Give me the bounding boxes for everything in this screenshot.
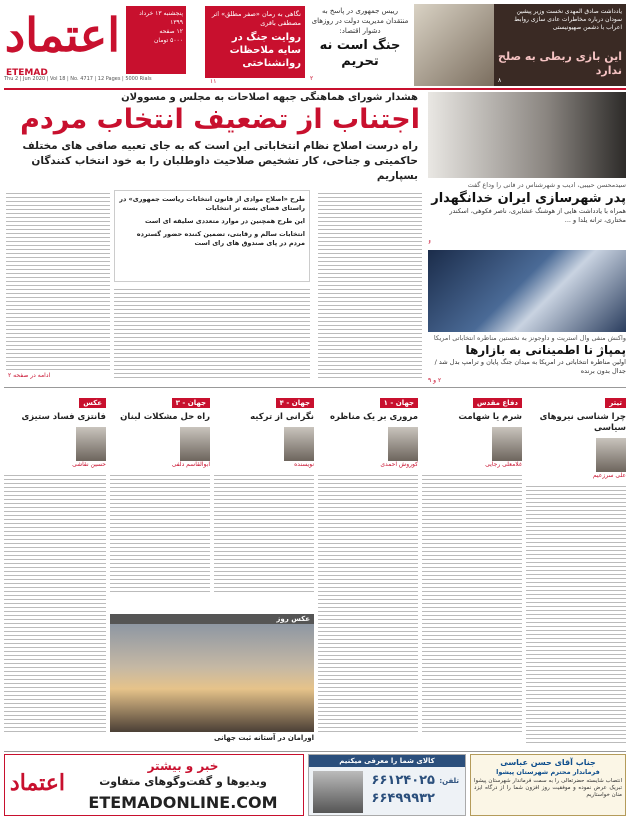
column-author: کوروش احمدی — [380, 461, 418, 468]
column-author: علی سرزعیم — [592, 472, 626, 479]
issue-pages: ۱۲ صفحه — [159, 28, 183, 35]
markets-story[interactable] — [428, 250, 626, 384]
teaser-right-headline: این بازی ربطی به صلح ندارد — [498, 50, 622, 77]
column-author: نویسنده — [294, 461, 314, 468]
lead-body-left — [6, 190, 110, 370]
column-author-photo — [492, 427, 522, 461]
column-title: چرا شناسی نیروهای سیاسی — [539, 412, 626, 433]
lead-bullet: طرح «اصلاح موادی از قانون انتخابات ریاست جمهوری» در راستای فضای بسته تر انتخابات — [119, 195, 305, 212]
column-title: راه حل مشکلات لبنان — [120, 412, 210, 422]
ad-online[interactable] — [4, 754, 304, 816]
column-author-photo — [284, 427, 314, 461]
teaser-middle-kicker: رییس جمهوری در پاسخ به منتقدان مدیریت دولت در روزهای دشوار اقتصاد: — [311, 7, 409, 35]
column-title: مروری بر یک مناظره — [329, 412, 418, 422]
feature-right-photo — [428, 92, 626, 178]
lead-headline: اجتناب از تضعیف انتخاب مردم — [20, 104, 420, 135]
ad-products-phone1: ۶۶۱۲۴۰۲۵ — [371, 773, 435, 788]
column-label: جهان - ۱ — [380, 398, 418, 408]
column-author-photo — [180, 427, 210, 461]
column-body — [214, 472, 314, 592]
column-item[interactable] — [318, 390, 418, 748]
edition-line: Thu 2 | Jun 2020 | Vol 18 | No. 4717 | 12 Pages | 5000 Rials — [4, 76, 152, 82]
column-body — [422, 472, 522, 732]
mid-divider — [4, 387, 626, 388]
column-title: شرم یا شهامت — [458, 412, 522, 422]
feature-right-page: ۶ — [428, 239, 432, 246]
column-title: نگرانی از ترکیه — [250, 412, 314, 422]
ad-products-phone-label: تلفن: — [439, 777, 459, 785]
column-item[interactable] — [214, 390, 314, 610]
lead-bullet: انتخابات سالم و رقابتی، تضمین کننده حضور گسترده مردم در پای صندوق های رای است — [136, 230, 305, 247]
ad-online-line1: خبر و بیشتر — [147, 759, 219, 773]
column-item[interactable] — [526, 390, 626, 748]
top-divider — [4, 88, 626, 90]
column-author-photo — [76, 427, 106, 461]
lead-bullet: این طرح همچنین در موارد متعددی سلیقه ای است — [144, 217, 305, 225]
column-author-photo — [388, 427, 418, 461]
teaser-middle-page: ۲ — [310, 75, 314, 82]
column-title: فانتزی فساد ستیزی — [21, 412, 106, 422]
teaser-right-photo — [414, 4, 494, 86]
markets-deck: اولین مناظره انتخاباتی در امریکا به میدان جنگ پایان و ترامپ بدل شد / جدال بدون برنده — [434, 358, 626, 375]
markets-page: ۲ و ۹ — [428, 377, 442, 384]
column-author: حسین نقاشی — [72, 461, 106, 468]
teaser-red-page: ۱۱ — [210, 78, 217, 85]
markets-photo — [428, 250, 626, 332]
news-photo — [110, 624, 314, 732]
ad-products-people — [313, 771, 363, 813]
column-label: دفاع مقدس — [473, 398, 522, 408]
column-body — [4, 472, 106, 732]
column-body — [526, 483, 626, 743]
column-item[interactable] — [4, 390, 106, 748]
masthead-info — [126, 6, 186, 74]
column-label: جهان - ۳ — [172, 398, 210, 408]
ad-products[interactable] — [308, 754, 466, 816]
news-photo-block[interactable] — [110, 614, 314, 748]
ad-online-logo: اعتماد — [9, 770, 65, 796]
column-label: جهان - ۴ — [276, 398, 314, 408]
column-item[interactable] — [422, 390, 522, 748]
news-photo-caption: اورامان در آستانه ثبت جهانی — [213, 734, 314, 742]
issue-price: ۵۰۰۰ تومان — [153, 37, 183, 44]
masthead — [4, 4, 124, 86]
issue-date: پنجشنبه ۱۳ خرداد ۱۳۹۹ — [139, 10, 183, 26]
column-label: عکس — [79, 398, 106, 408]
teaser-right-kicker: یادداشت صادق المهدی نخست وزیر پیشین سودان درباره مخاطرات عادی سازی روابط اعراب با دشمن صهیونیستی — [514, 8, 622, 31]
ad-congrats-title: جناب آقای حسن عباسی — [500, 758, 596, 767]
ad-products-title: کالای شما را معرفی میکنیم — [309, 755, 465, 767]
lead-body-center — [114, 286, 310, 380]
markets-caption: واکنش منفی وال استریت و داوجونز به نخستین مناظره انتخاباتی امریکا — [433, 334, 626, 342]
teaser-right[interactable] — [414, 4, 626, 86]
ad-congrats-body: انتصاب شایسته حضرتعالی را به سمت فرماندار شهرستان پیشوا تبریک عرض نموده و موفقیت روز افزون شما را از درگاه ایزد منان خواستاریم — [474, 778, 622, 798]
lead-story[interactable] — [4, 92, 424, 384]
markets-headline: پمپاژ نا اطمینانی به بازارها — [465, 343, 626, 357]
teaser-middle[interactable] — [310, 6, 410, 82]
feature-right-deck: همراه با یادداشت هایی از هوشنگ عشایری، ناصر فکوهی، اسکندر مختاری، ترانه یلدا و ... — [449, 207, 626, 224]
column-author: غلامعلی رجایی — [485, 461, 522, 468]
column-label: تیتر — [605, 398, 626, 408]
teaser-red-headline: روایت جنگ در سایه ملاحظات روانشناختی — [229, 32, 301, 69]
column-author-photo — [596, 438, 626, 472]
column-item[interactable] — [110, 390, 210, 610]
masthead-logo[interactable]: اعتماد — [4, 8, 120, 62]
column-author: ابوالقاسم دلفی — [171, 461, 210, 468]
column-body — [318, 472, 418, 732]
ad-online-line2: ویدیوها و گفت‌وگوهای متفاوت — [99, 775, 267, 788]
teaser-middle-headline: جنگ است نه تحریم — [319, 38, 401, 69]
ad-products-phone2: ۶۶۴۹۹۹۳۲ — [371, 791, 435, 806]
lead-continued[interactable]: ادامه در صفحه ۲ — [8, 372, 51, 379]
teaser-right-page: ۸ — [498, 77, 502, 84]
news-photo-label: عکس روز — [110, 614, 314, 624]
lead-bullets-box — [114, 190, 310, 282]
lead-subhead: راه درست اصلاح نظام انتخاباتی این است که به جای تعبیه صافی های مختلف حاکمیتی و جناحی، کار تشخیص صلاحیت داوطلبان را به خود انتخاب کنندگان بسپاریم — [22, 140, 418, 182]
feature-right-caption: سیدمحسن حبیبی، ادیب و شهرشناس در فانی را وداع گفت — [467, 181, 626, 189]
lead-kicker: هشدار شورای هماهنگی جبهه اصلاحات به مجلس و مسوولان — [121, 92, 418, 103]
ads-divider — [4, 751, 626, 752]
columns-row — [4, 390, 626, 748]
feature-right-headline: پدر شهرسازی ایران خدانگهدار — [431, 191, 626, 206]
column-body — [110, 472, 210, 592]
masthead-latin-name: ETEMAD — [6, 68, 48, 78]
ad-online-url[interactable]: ETEMADONLINE.COM — [88, 793, 278, 812]
ad-congrats[interactable] — [470, 754, 626, 816]
lead-body-right — [318, 190, 422, 380]
feature-right[interactable] — [428, 92, 626, 246]
teaser-red-kicker: نگاهی به رمان «صفر مطلق» اثر مصطفی باقری — [211, 10, 301, 27]
teaser-red-box[interactable] — [205, 6, 305, 78]
ad-congrats-sub: فرماندار محترم شهرستان پیشوا — [496, 768, 600, 776]
